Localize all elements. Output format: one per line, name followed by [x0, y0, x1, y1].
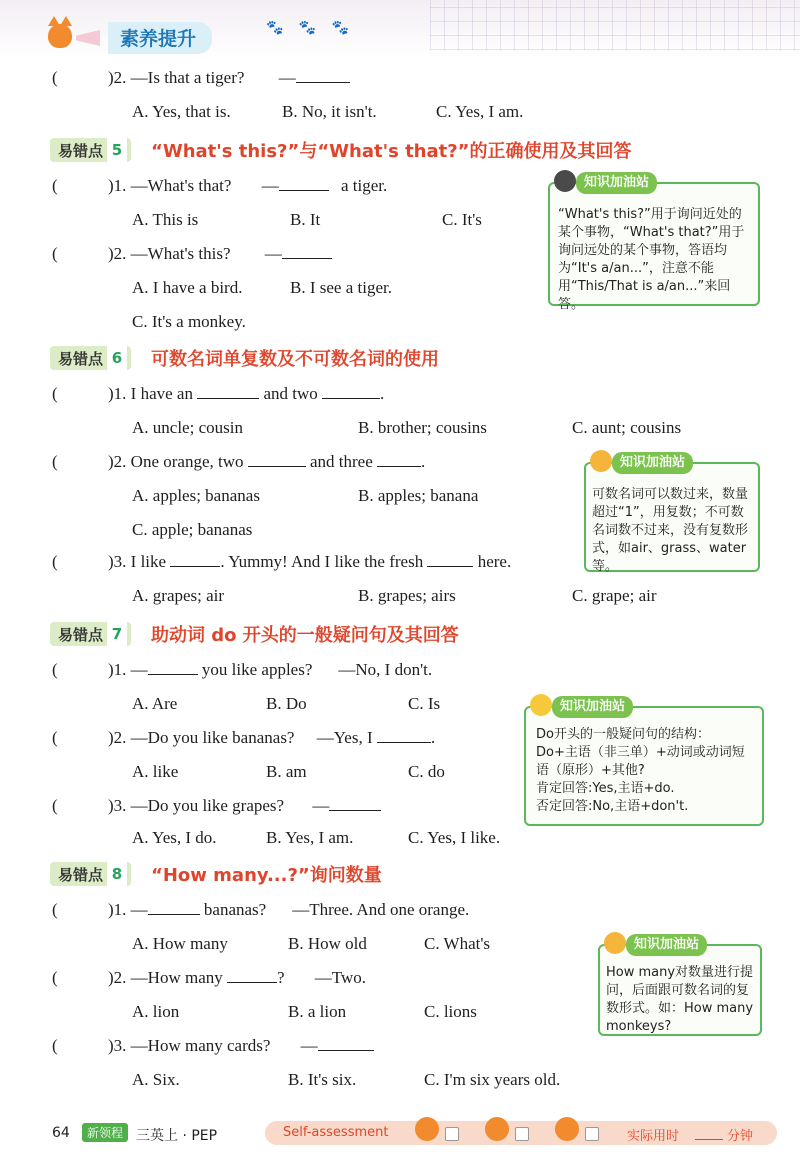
question-row: ( )2. —What's this? — [52, 244, 332, 264]
fox-mascot-icon [48, 24, 72, 48]
question-row: ( )3. —How many cards? — [52, 1036, 374, 1056]
option-b[interactable]: B. It [290, 210, 321, 229]
knowledge-tip-box [548, 175, 760, 312]
section-header [50, 138, 632, 162]
option-c[interactable]: C. aunt; cousins [572, 418, 682, 437]
fox-face-icon [485, 1117, 509, 1141]
error-point-badge: 易错点 7 [50, 622, 131, 646]
knowledge-tip-box [598, 937, 762, 1036]
bell-icon [604, 932, 626, 954]
fox-face-icon [415, 1117, 439, 1141]
time-blank[interactable] [695, 1139, 723, 1140]
question-row: ( )1. — bananas? —Three. And one orange. [52, 900, 470, 919]
option-c[interactable]: C. Yes, I am. [436, 102, 524, 121]
time-used-label: 实际用时 [627, 1129, 680, 1144]
self-assessment-bar [265, 1121, 777, 1145]
answer-blank[interactable] [197, 384, 259, 399]
section-title: 助动词 do 开头的一般疑问句及其回答 [151, 625, 459, 646]
option-a[interactable]: A. Are [132, 694, 178, 713]
question-row: ( )2. —How many ? —Two. [52, 968, 367, 987]
error-point-badge: 易错点 6 [50, 346, 131, 370]
brand-logo: 新领程 [82, 1123, 128, 1142]
answer-blank[interactable] [296, 68, 350, 83]
grid-decoration [430, 0, 800, 50]
question-row: ( )3. I like . Yummy! And I like the fresh here. [52, 552, 512, 571]
paw-prints-icon: 🐾 🐾 🐾 [266, 21, 356, 36]
option-a[interactable]: A. grapes; air [132, 586, 225, 605]
tip-body: How many对数量进行提问，后面跟可数名词的复数形式。如：How many monkeys? [606, 965, 754, 1034]
camera-icon [554, 170, 576, 192]
question-row: ( )2. —Is that a tiger? — [52, 68, 350, 88]
option-a[interactable]: A. apples; bananas [132, 486, 260, 505]
time-unit-label: 分钟 [727, 1129, 754, 1144]
section-header [50, 622, 459, 646]
option-a[interactable]: A. Yes, I do. [132, 828, 217, 847]
answer-blank[interactable] [318, 1036, 374, 1051]
option-c[interactable]: C. apple; bananas [132, 520, 253, 539]
option-a[interactable]: A. Yes, that is. [132, 102, 231, 121]
answer-blank[interactable] [377, 452, 421, 467]
page-header [0, 0, 800, 58]
tip-label: 知识加油站 [576, 172, 657, 194]
rating-checkbox[interactable] [585, 1127, 599, 1141]
option-b[interactable]: B. I see a tiger. [290, 278, 392, 297]
option-a[interactable]: A. How many [132, 934, 228, 953]
section-header [50, 862, 382, 886]
answer-blank[interactable] [279, 176, 329, 191]
section-header [50, 346, 439, 370]
answer-blank[interactable] [329, 796, 381, 811]
option-b[interactable]: B. It's six. [288, 1070, 357, 1089]
option-c[interactable]: C. It's [442, 210, 482, 229]
question-row: ( )2. —Do you like bananas? —Yes, I . [52, 728, 436, 747]
question-row: ( )3. —Do you like grapes? — [52, 796, 381, 816]
megaphone-icon [76, 30, 100, 46]
section-title: “How many...?”询问数量 [151, 865, 382, 886]
option-c[interactable]: C. grape; air [572, 586, 657, 605]
error-point-badge: 易错点 5 [50, 138, 131, 162]
answer-blank[interactable] [282, 244, 332, 259]
question-row: ( )1. — you like apples? —No, I don't. [52, 660, 433, 679]
option-b[interactable]: B. a lion [288, 1002, 347, 1021]
self-assessment-label: Self-assessment [283, 1125, 389, 1140]
tip-label: 知识加油站 [626, 934, 707, 956]
option-a[interactable]: A. This is [132, 210, 199, 229]
answer-blank[interactable] [227, 968, 277, 983]
answer-blank[interactable] [377, 728, 431, 743]
rating-checkbox[interactable] [515, 1127, 529, 1141]
question-row: ( )2. One orange, two and three . [52, 452, 426, 471]
answer-blank[interactable] [148, 660, 198, 675]
tip-label: 知识加油站 [552, 696, 633, 718]
option-b[interactable]: B. apples; banana [358, 486, 479, 505]
option-a[interactable]: A. lion [132, 1002, 180, 1021]
question-row: ( )1. —What's that? — a tiger. [52, 176, 388, 195]
option-b[interactable]: B. Yes, I am. [266, 828, 354, 847]
knowledge-tip-box [584, 455, 760, 574]
page-number: 64 [52, 1125, 70, 1141]
knowledge-tip-box [524, 699, 764, 826]
option-c[interactable]: C. Yes, I like. [408, 828, 501, 847]
answer-blank[interactable] [248, 452, 306, 467]
tip-body: Do开头的一般疑问句的结构： Do+主语（非三单）+动词或动词短语（原形）+其他? 肯定回答:Yes,主语+do. 否定回答:No,主语+don't. [536, 727, 745, 814]
option-b[interactable]: B. grapes; airs [358, 586, 456, 605]
answer-blank[interactable] [322, 384, 380, 399]
section-title: 可数名词单复数及不可数名词的使用 [151, 349, 440, 370]
option-c[interactable]: C. I'm six years old. [424, 1070, 561, 1089]
bear-icon [590, 450, 612, 472]
answer-blank[interactable] [170, 552, 220, 567]
option-a[interactable]: A. I have a bird. [132, 278, 243, 297]
option-a[interactable]: A. uncle; cousin [132, 418, 243, 437]
tip-body: 可数名词可以数过来，数量超过“1”，用复数；不可数名词数不过来，没有复数形式，如air、grass、water等。 [592, 487, 749, 574]
option-c[interactable]: C. What's [424, 934, 491, 953]
option-b[interactable]: B. am [266, 762, 307, 781]
rating-checkbox[interactable] [445, 1127, 459, 1141]
option-b[interactable]: B. How old [288, 934, 367, 953]
option-a[interactable]: A. Six. [132, 1070, 180, 1089]
answer-blank[interactable] [148, 900, 200, 915]
flower-icon [530, 694, 552, 716]
page-footer [0, 1115, 800, 1155]
grade-label: 三英上 · PEP [136, 1128, 218, 1144]
option-c[interactable]: C. lions [424, 1002, 477, 1021]
answer-blank[interactable] [427, 552, 473, 567]
header-title: 素养提升 [108, 22, 212, 54]
option-b[interactable]: B. No, it isn't. [282, 102, 377, 121]
tip-label: 知识加油站 [612, 452, 693, 474]
error-point-badge: 易错点 8 [50, 862, 131, 886]
option-b[interactable]: B. Do [266, 694, 307, 713]
section-title: “What's this?”与“What's that?”的正确使用及其回答 [151, 141, 632, 162]
question-row: ( )1. I have an and two . [52, 384, 385, 403]
option-c[interactable]: C. It's a monkey. [132, 312, 246, 331]
tip-body: “What's this?”用于询问近处的某个事物，“What's that?”用于询问远处的某个事物，答语均为“It's a/an...”，注意不能用“This/That is a/an...”来回答。 [558, 207, 745, 312]
option-a[interactable]: A. like [132, 762, 179, 781]
option-c[interactable]: C. Is [408, 694, 441, 713]
fox-face-icon [555, 1117, 579, 1141]
option-c[interactable]: C. do [408, 762, 445, 781]
option-b[interactable]: B. brother; cousins [358, 418, 487, 437]
